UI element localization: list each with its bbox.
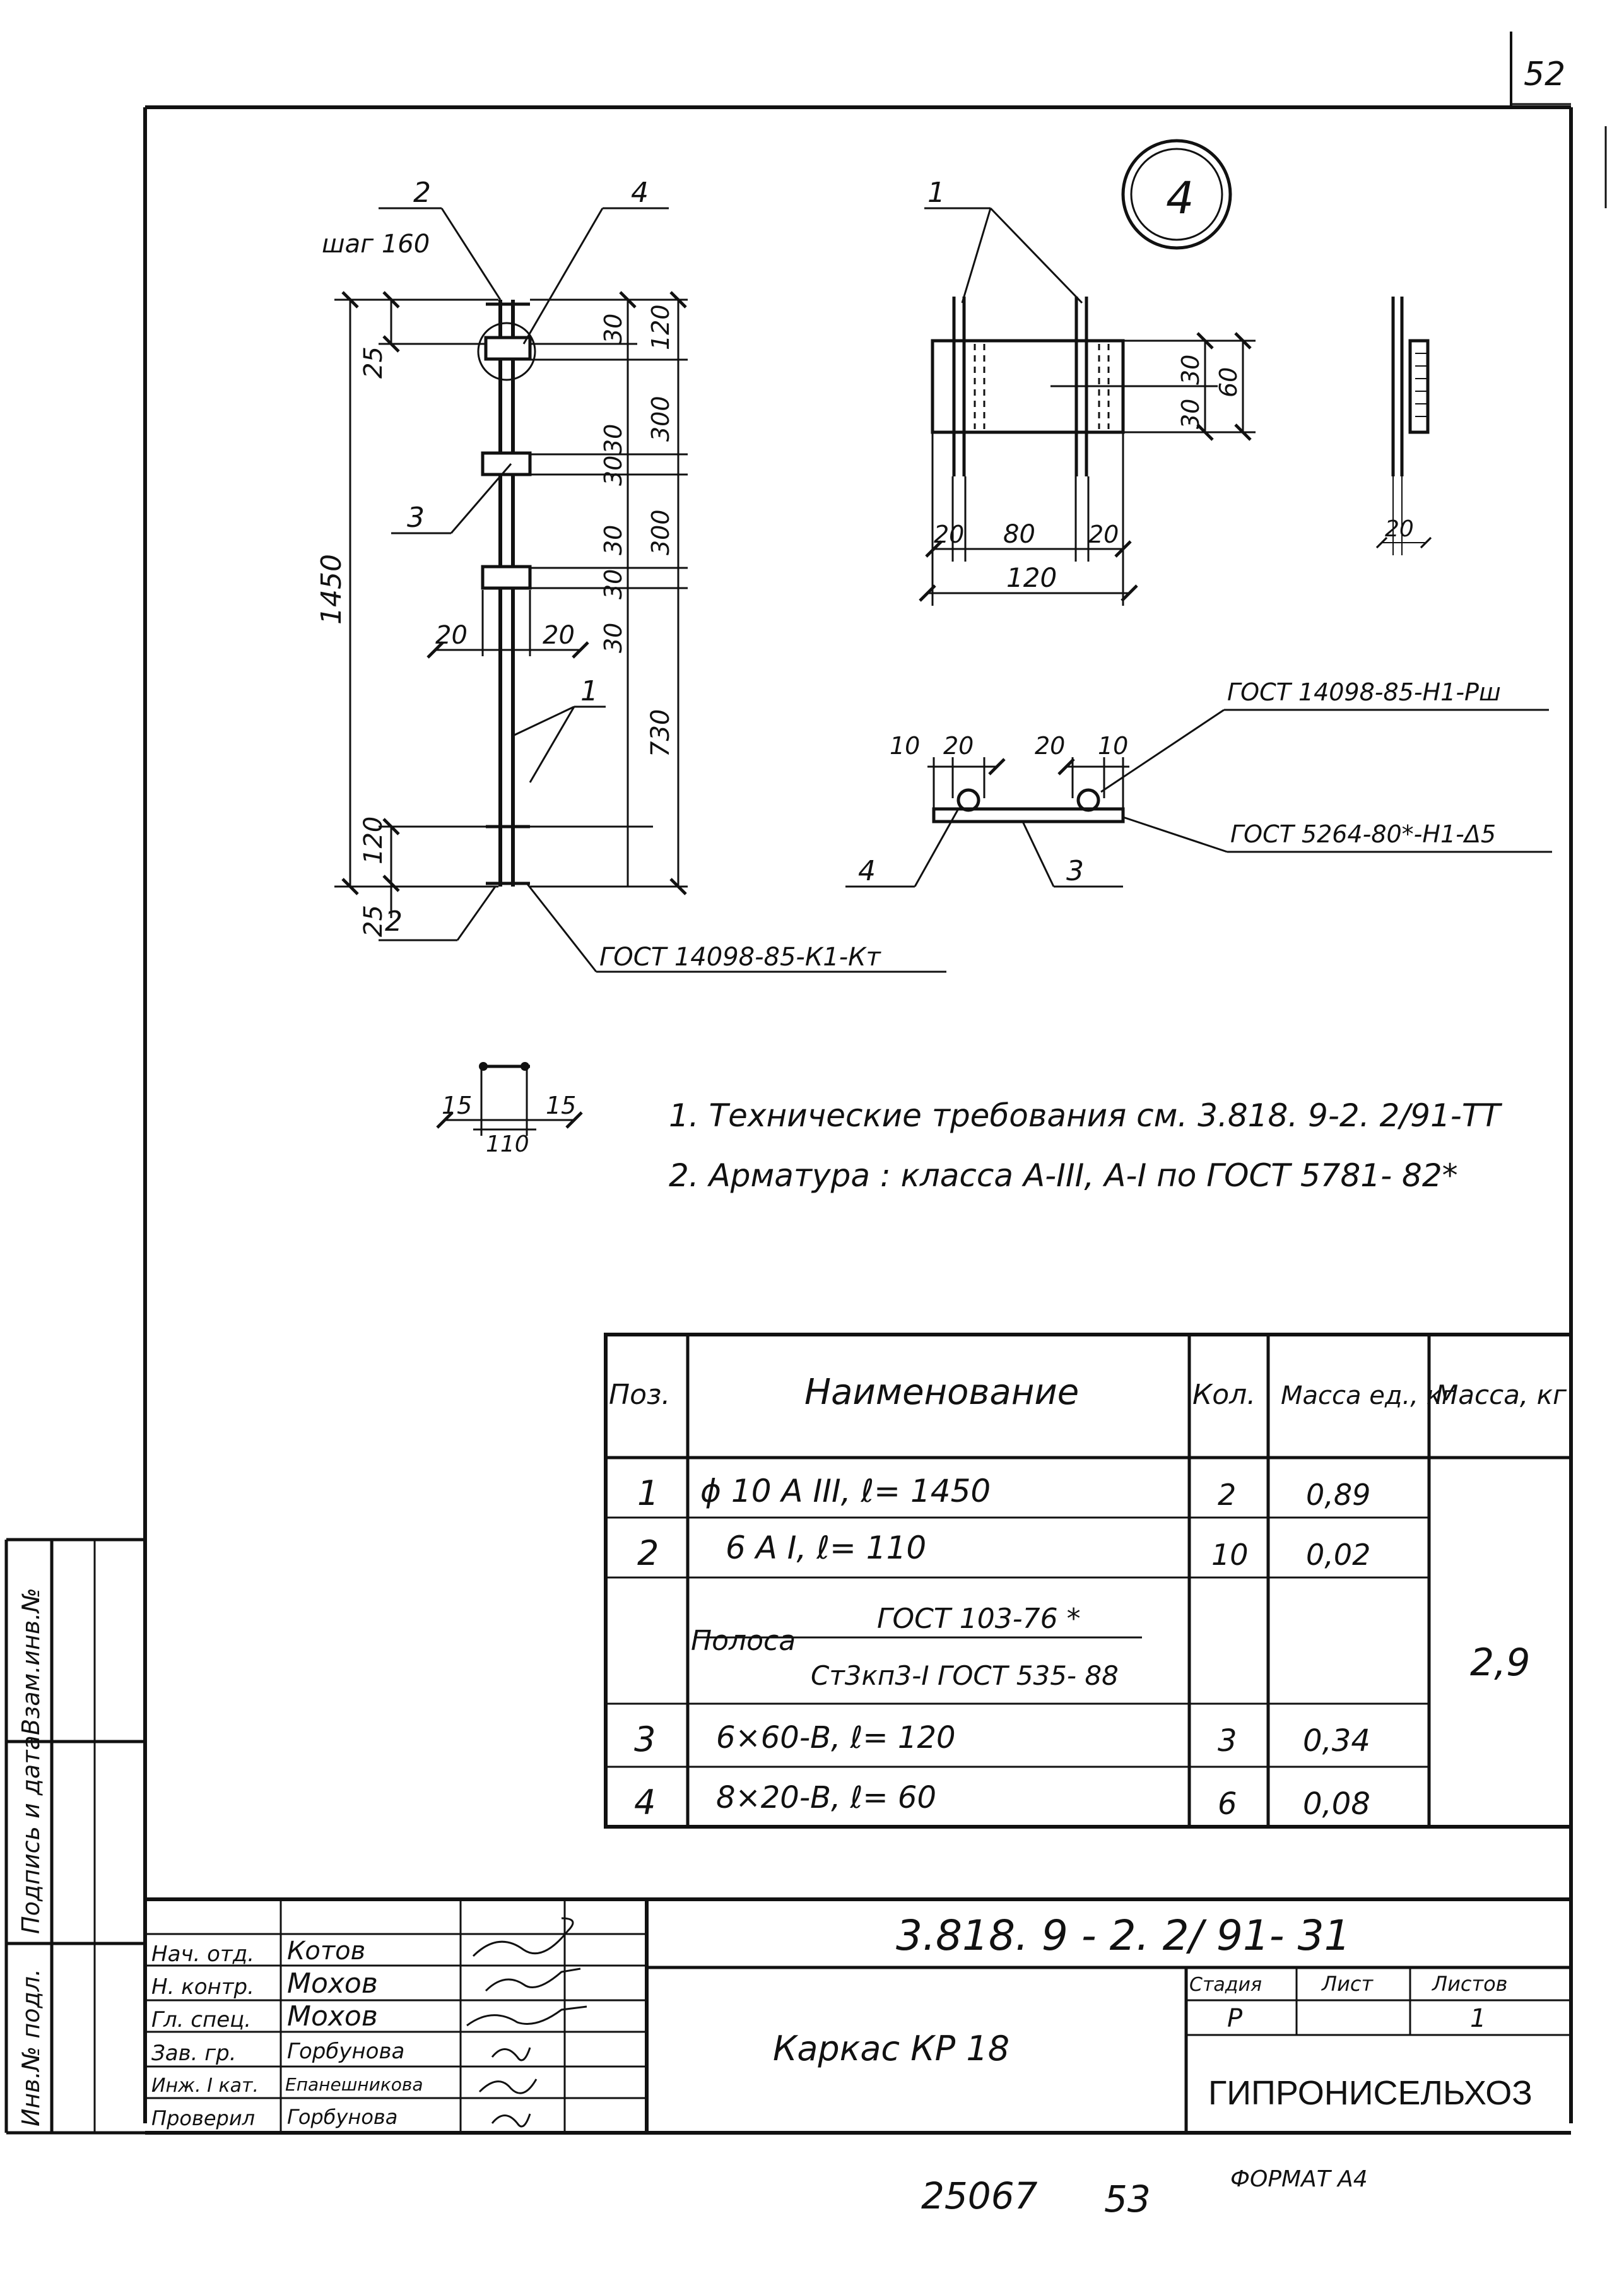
row1-qty: 2	[1218, 1478, 1237, 1512]
elev-dim-30-a: 30	[599, 313, 627, 344]
detail-view	[924, 141, 1428, 606]
elev-dim-730: 730	[646, 709, 675, 757]
small-dim-15-right: 15	[546, 1092, 577, 1119]
document-code: 3.818. 9 - 2. 2/ 91- 31	[896, 1911, 1351, 1960]
elev-dim-25-bottom: 25	[359, 905, 388, 937]
total-mass: 2,9	[1470, 1641, 1531, 1685]
section-pos3: 3	[1066, 855, 1084, 887]
row2-name: 6 А I, ℓ= 110	[726, 1530, 927, 1566]
row2-qty: 10	[1211, 1538, 1249, 1572]
row1-name: ϕ 10 А III, ℓ= 1450	[700, 1473, 991, 1509]
drawing-title: Каркас КР 18	[773, 2029, 1010, 2068]
elev-dim-30-c: 30	[599, 455, 627, 486]
detail-dim-20-right: 20	[1088, 521, 1119, 548]
elev-dim-20-right: 20	[543, 621, 575, 650]
row3-name: 6×60-В, ℓ= 120	[716, 1720, 956, 1755]
detail-pos1: 1	[927, 177, 945, 209]
name-2: Мохов	[287, 1967, 378, 2000]
detail-dim-30-bottom: 30	[1177, 398, 1204, 429]
elevation-view	[315, 177, 946, 972]
elev-dim-30-b: 30	[599, 423, 627, 454]
detail-dim-80: 80	[1003, 520, 1035, 549]
row3-unit-mass: 0,34	[1303, 1723, 1370, 1759]
sheet-label: Лист	[1322, 1972, 1374, 1996]
elev-dim-120-right: 120	[647, 304, 674, 350]
row-strip-prefix: Полоса	[691, 1625, 796, 1657]
row2-pos: 2	[637, 1533, 659, 1573]
sheets-label: Листов	[1432, 1972, 1508, 1996]
detail-mark: 4	[1166, 172, 1194, 224]
stamp-inv-no: Инв.№ подл.	[17, 1968, 45, 2126]
row1-pos: 1	[637, 1473, 659, 1513]
row4-pos: 4	[634, 1783, 656, 1822]
th-pos: Поз.	[609, 1379, 671, 1411]
role-2: Н. контр.	[151, 1974, 254, 2000]
name-4: Горбунова	[287, 2039, 405, 2064]
elev-weld-note: ГОСТ 14098-85-К1-Кт	[599, 943, 881, 972]
inventory-number: 25067	[921, 2174, 1038, 2217]
th-name: Наименование	[804, 1372, 1080, 1413]
elev-dim-300-b: 300	[647, 509, 674, 555]
stage-label: Стадия	[1189, 1974, 1262, 1996]
small-dim-110: 110	[486, 1131, 529, 1157]
th-qty: Кол.	[1192, 1379, 1256, 1411]
row2-unit-mass: 0,02	[1306, 1538, 1371, 1572]
elev-dim-1450: 1450	[315, 554, 348, 625]
stamp-sign-date: Подпись и дата	[17, 1735, 45, 1934]
elev-dim-120-left: 120	[359, 816, 388, 864]
sheets-value: 1	[1470, 2004, 1486, 2033]
name-1: Котов	[287, 1937, 366, 1966]
row-strip-numerator: ГОСТ 103-76 *	[877, 1603, 1081, 1635]
copy-number: 53	[1104, 2178, 1151, 2220]
elev-dim-30-d: 30	[599, 524, 627, 555]
small-section	[442, 1062, 576, 1157]
elev-pos4: 4	[631, 177, 649, 209]
section-weld-note-1: ГОСТ 14098-85-Н1-Рш	[1227, 678, 1501, 706]
role-6: Проверил	[151, 2106, 256, 2130]
row1-unit-mass: 0,89	[1306, 1478, 1371, 1512]
elev-pos2-bottom: 2	[385, 905, 403, 938]
signature-marks	[467, 1918, 587, 2126]
organization: ГИПРОНИСЕЛЬХОЗ	[1208, 2074, 1533, 2112]
elev-pos2-top: 2	[413, 177, 431, 209]
role-3: Гл. спец.	[151, 2007, 252, 2032]
elev-dim-20-left: 20	[435, 621, 468, 650]
row4-name: 8×20-В, ℓ= 60	[716, 1780, 936, 1815]
row4-unit-mass: 0,08	[1303, 1786, 1370, 1822]
elev-dim-300-a: 300	[647, 396, 674, 442]
row3-pos: 3	[634, 1719, 656, 1759]
section-weld-note-2: ГОСТ 5264-80*-Н1-Δ5	[1230, 820, 1497, 848]
name-3: Мохов	[287, 2000, 378, 2032]
role-4: Зав. гр.	[151, 2041, 237, 2066]
section-dim-20-right: 20	[1035, 732, 1066, 760]
elev-dim-30-e: 30	[599, 569, 627, 599]
stage-value: Р	[1227, 2004, 1243, 2033]
elev-pos1: 1	[580, 675, 598, 707]
elev-dim-30-f: 30	[599, 622, 627, 653]
role-1: Нач. отд.	[151, 1942, 255, 1967]
detail-side-dim-20: 20	[1385, 516, 1414, 542]
th-mass: Масса, кг	[1435, 1379, 1567, 1410]
row3-qty: 3	[1218, 1723, 1237, 1759]
stamp-replace-inv: Взам.инв.№	[17, 1588, 45, 1735]
sheet-number: 52	[1524, 56, 1566, 93]
row-strip-denominator: Ст3кп3-I ГОСТ 535- 88	[811, 1660, 1119, 1691]
section-dim-10-right: 10	[1098, 732, 1129, 760]
role-5: Инж. I кат.	[151, 2075, 259, 2097]
th-unit-mass: Масса ед., кг	[1281, 1381, 1455, 1410]
format-label: ФОРМАТ А4	[1230, 2166, 1368, 2192]
plate-section	[845, 678, 1552, 887]
small-dim-15-left: 15	[442, 1092, 473, 1119]
elev-dim-25-top: 25	[359, 346, 388, 379]
note-1: 1. Технические требования см. 3.818. 9-2. 2/91-ТТ	[669, 1097, 1500, 1134]
section-dim-20-left: 20	[943, 732, 974, 760]
detail-dim-60: 60	[1215, 367, 1242, 398]
detail-dim-30-top: 30	[1177, 354, 1204, 385]
detail-dim-20-left: 20	[934, 521, 965, 548]
name-5: Епанешникова	[285, 2074, 423, 2095]
detail-dim-120: 120	[1006, 562, 1057, 593]
section-dim-10-left: 10	[890, 732, 921, 760]
elev-pitch: шаг 160	[322, 230, 430, 259]
elev-pos3: 3	[407, 502, 425, 534]
section-pos4: 4	[858, 855, 876, 887]
note-2: 2. Арматура : класса А-III, А-I по ГОСТ 5781- 82*	[669, 1157, 1458, 1194]
row4-qty: 6	[1218, 1786, 1237, 1822]
name-6: Горбунова	[287, 2105, 398, 2129]
